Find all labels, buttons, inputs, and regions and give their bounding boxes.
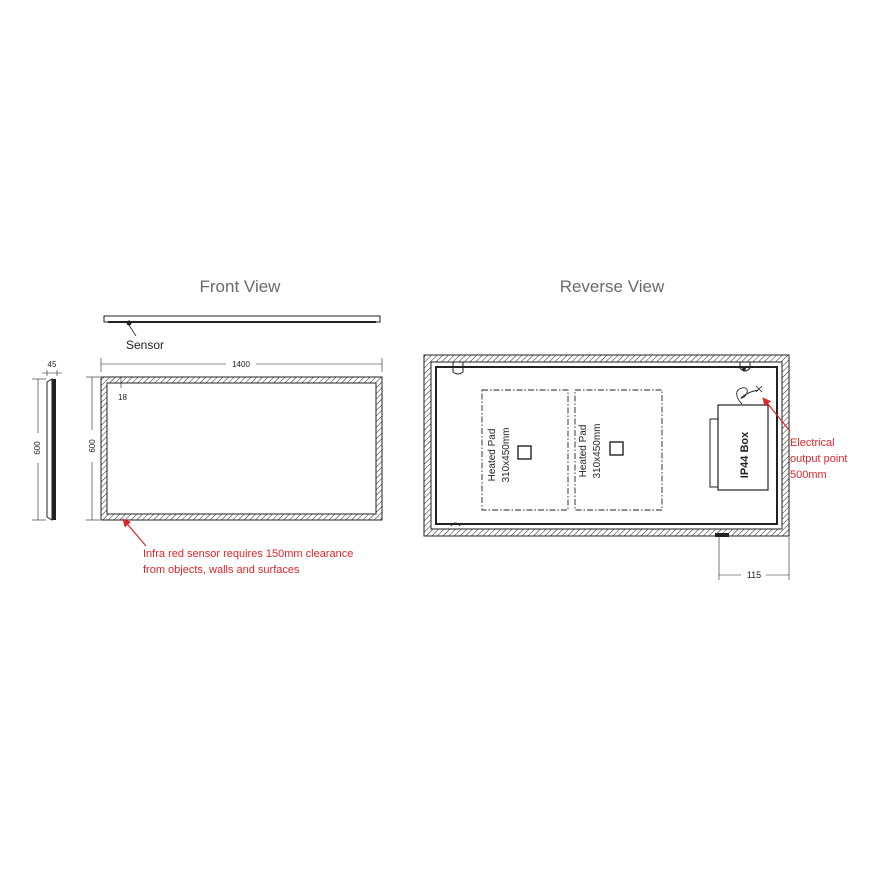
electrical-note-line2: output point [790,453,848,465]
height-dim-label: 600 [88,439,97,453]
reverse-view-title: Reverse View [559,277,665,296]
front-mirror [101,377,382,520]
offset-dim-label: 115 [746,570,762,580]
reverse-view [424,277,848,580]
width-dim-label: 1400 [232,360,250,369]
sensor-note-line1: Infra red sensor requires 150mm clearance [143,548,354,560]
side-height-dim-label: 600 [33,441,42,455]
sensor-dot [127,321,132,326]
side-depth-dim-label: 45 [47,360,57,369]
pad-1-label-line2: 310x450mm [501,427,512,483]
electrical-note-line1: Electrical [790,437,835,449]
inset-dim-label: 18 [118,393,127,402]
front-view [32,277,382,576]
top-profile [104,316,380,336]
sensor-label: Sensor [126,338,165,352]
front-view-title: Front View [199,277,281,296]
electrical-note-line3: 500mm [790,469,827,481]
pad-2-label-line2: 310x450mm [592,423,603,479]
ip44-box-label: IP44 Box [739,431,751,479]
pad-2-label-line1: Heated Pad [578,424,589,478]
pad-1-label-line1: Heated Pad [487,428,498,482]
sensor-note-line2: from objects, walls and surfaces [143,564,300,576]
sensor-note-arrow [123,519,146,546]
